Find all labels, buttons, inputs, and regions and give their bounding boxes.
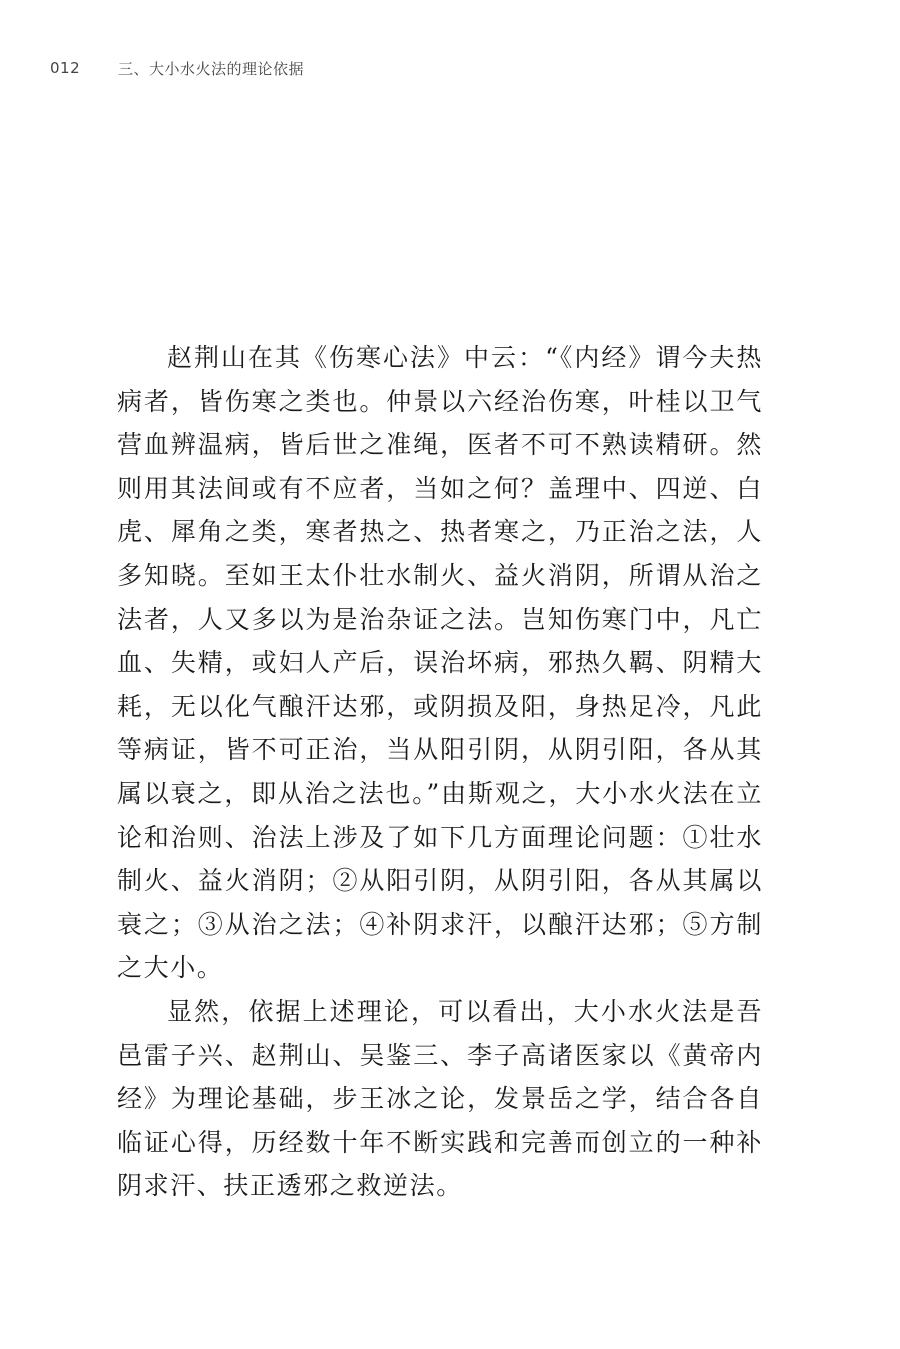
body-text (117, 336, 763, 1208)
paragraph-1: 赵荆山在其《伤寒心法》中云：“《内经》谓今夫热病者，皆伤寒之类也。仲景以六经治伤寒，叶桂以卫气营血辨温病，皆后世之准绳，医者不可不熟读精研。然则用其法间或有不应者，当如之何？盖理中、四逆、白虎、犀角之类，寒者热之、热者寒之，乃正治之法，人多知晓。至如王太仆壮水制火、益火消阴，所谓从治之法者，人又多以为是治杂证之法。岂知伤寒门中，凡亡血、失精，或妇人产后，误治坏病，邪热久羁、阴精大耗，无以化气酿汗达邪，或阴损及阳，身热足冷，凡此等病证，皆不可正治，当从阳引阴，从阴引阳，各从其属以衰之，即从治之法也。”由斯观之，大小水火法在立论和治则、治法上涉及了如下几方面理论问题：①壮水制火、益火消阴；②从阳引阴，从阴引阳，各从其属以衰之；③从治之法；④补阴求汗，以酿汗达邪；⑤方制之大小。 (117, 343, 763, 983)
paragraph-2: 显然，依据上述理论，可以看出，大小水火法是吾邑雷子兴、赵荆山、吴鉴三、李子高诸医家以《黄帝内经》为理论基础，步王冰之论，发景岳之学，结合各自临证心得，历经数十年不断实践和完善而创立的一种补阴求汗、扶正透邪之救逆法。 (117, 996, 763, 1201)
page-number: 012 (50, 59, 81, 77)
running-header (50, 56, 304, 80)
section-title: 三、大小水火法的理论依据 (118, 59, 305, 78)
